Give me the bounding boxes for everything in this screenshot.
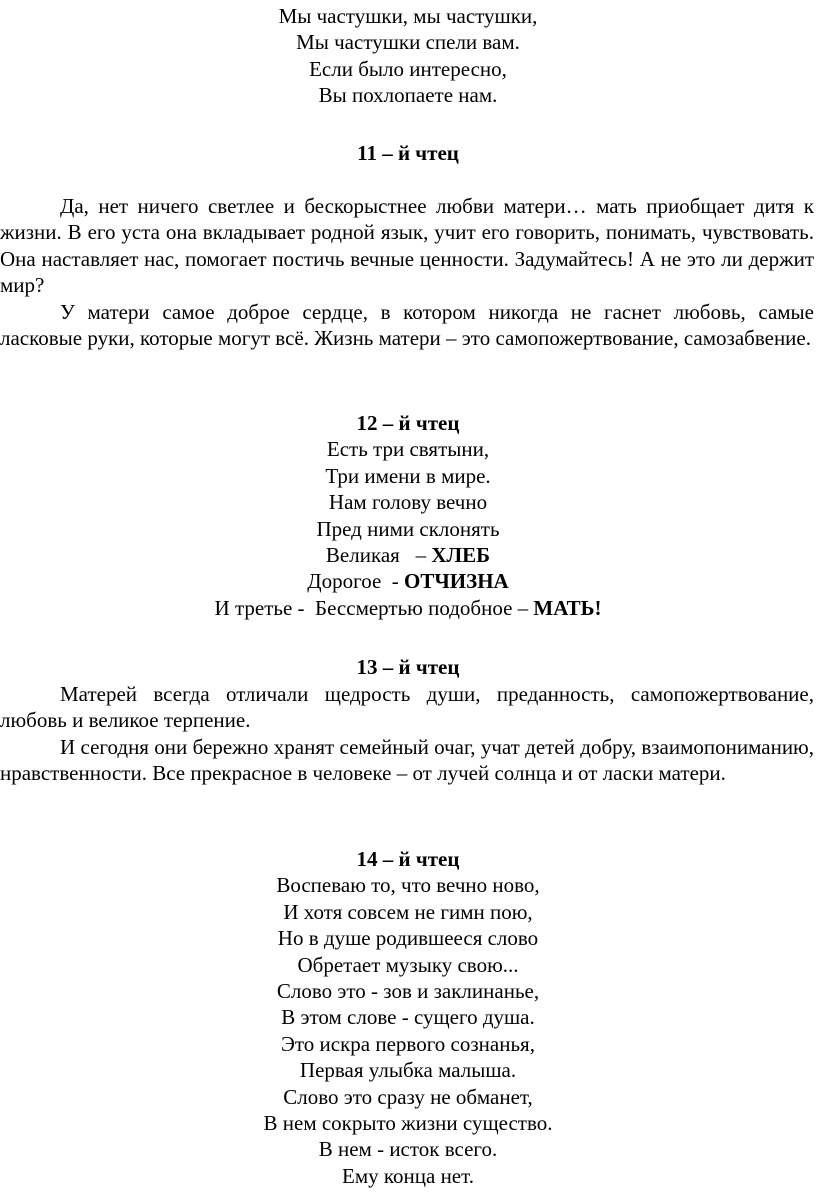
verse-line: Воспеваю то, что вечно ново, (276, 873, 540, 898)
verse-line: Слово это - зов и заклинанье, (276, 978, 540, 1003)
verse-line: В нем сокрыто жизни существо. (263, 1110, 553, 1135)
verse-line: Нам голову вечно (328, 490, 488, 515)
section-heading: 14 – й чтец (356, 847, 460, 871)
verse-line: В нем - исток всего. (318, 1137, 498, 1162)
section-11-heading-block (0, 140, 816, 166)
verse-prefix: Великая – (325, 542, 432, 567)
verse-line: Первая улыбка малыша. (299, 1058, 517, 1083)
verse-prefix: Дорогое - (307, 569, 405, 594)
emphasis-word: МАТЬ! (533, 595, 602, 620)
verse-line: Вы похлопаете нам. (318, 83, 498, 108)
section-12 (0, 410, 816, 621)
verse-line-fatherland (0, 568, 816, 594)
section-heading: 11 – й чтец (357, 141, 459, 165)
verse-line: Это искра первого сознанья, (281, 1031, 535, 1056)
intro-stanza (0, 3, 816, 109)
verse-line: Слово это сразу не обманет, (283, 1084, 533, 1109)
verse-prefix: И третье - Бессмертью подобное – (214, 595, 534, 620)
section-11-paragraph: У матери самое доброе сердце, в котором никогда не гаснет любовь, самые ласковые руки, которые могут всё. Жизнь матери – это самопожертвование, самозабвение. (0, 300, 814, 351)
verse-line-mother (0, 595, 816, 621)
verse-line: Три имени в мире. (325, 463, 491, 488)
section-13-heading-block (0, 654, 816, 680)
section-13-paragraph: И сегодня они бережно хранят семейный очаг, учат детей добру, взаимопониманию, нравственности. Все прекрасное в человеке – от лучей солнца и от ласки матери. (0, 735, 814, 786)
verse-line: Мы частушки, мы частушки, (278, 4, 538, 28)
verse-line: Ему конца нет. (342, 1163, 474, 1188)
verse-line: Обретает музыку свою... (297, 952, 519, 977)
section-13-paragraph: Матерей всегда отличали щедрость души, преданность, самопожертвование, любовь и великое терпение. (0, 682, 814, 733)
verse-line: В этом слове - сущего душа. (281, 1005, 535, 1030)
verse-line: И хотя совсем не гимн пою, (283, 899, 533, 924)
section-14 (0, 846, 816, 1189)
verse-line: Мы частушки спели вам. (296, 30, 520, 55)
emphasis-word: ОТЧИЗНА (404, 569, 509, 594)
section-heading: 13 – й чтец (356, 655, 460, 679)
verse-line-bread (0, 542, 816, 568)
section-11-paragraph: Да, нет ничего светлее и бескорыстнее любви матери… мать приобщает дитя к жизни. В его уста она вкладывает родной язык, учит его говорить, понимать, чувствовать. Она наставляет нас, помогает постичь вечные ценности. Задумайтесь! А не это ли держит мир? (0, 194, 814, 298)
verse-line: Есть три святыни, (326, 437, 490, 462)
verse-line: Если было интересно, (309, 56, 507, 81)
section-heading: 12 – й чтец (356, 411, 460, 435)
verse-line: Пред ними склонять (316, 516, 500, 541)
emphasis-word: ХЛЕБ (431, 542, 491, 567)
verse-line: Но в душе родившееся слово (277, 926, 539, 951)
